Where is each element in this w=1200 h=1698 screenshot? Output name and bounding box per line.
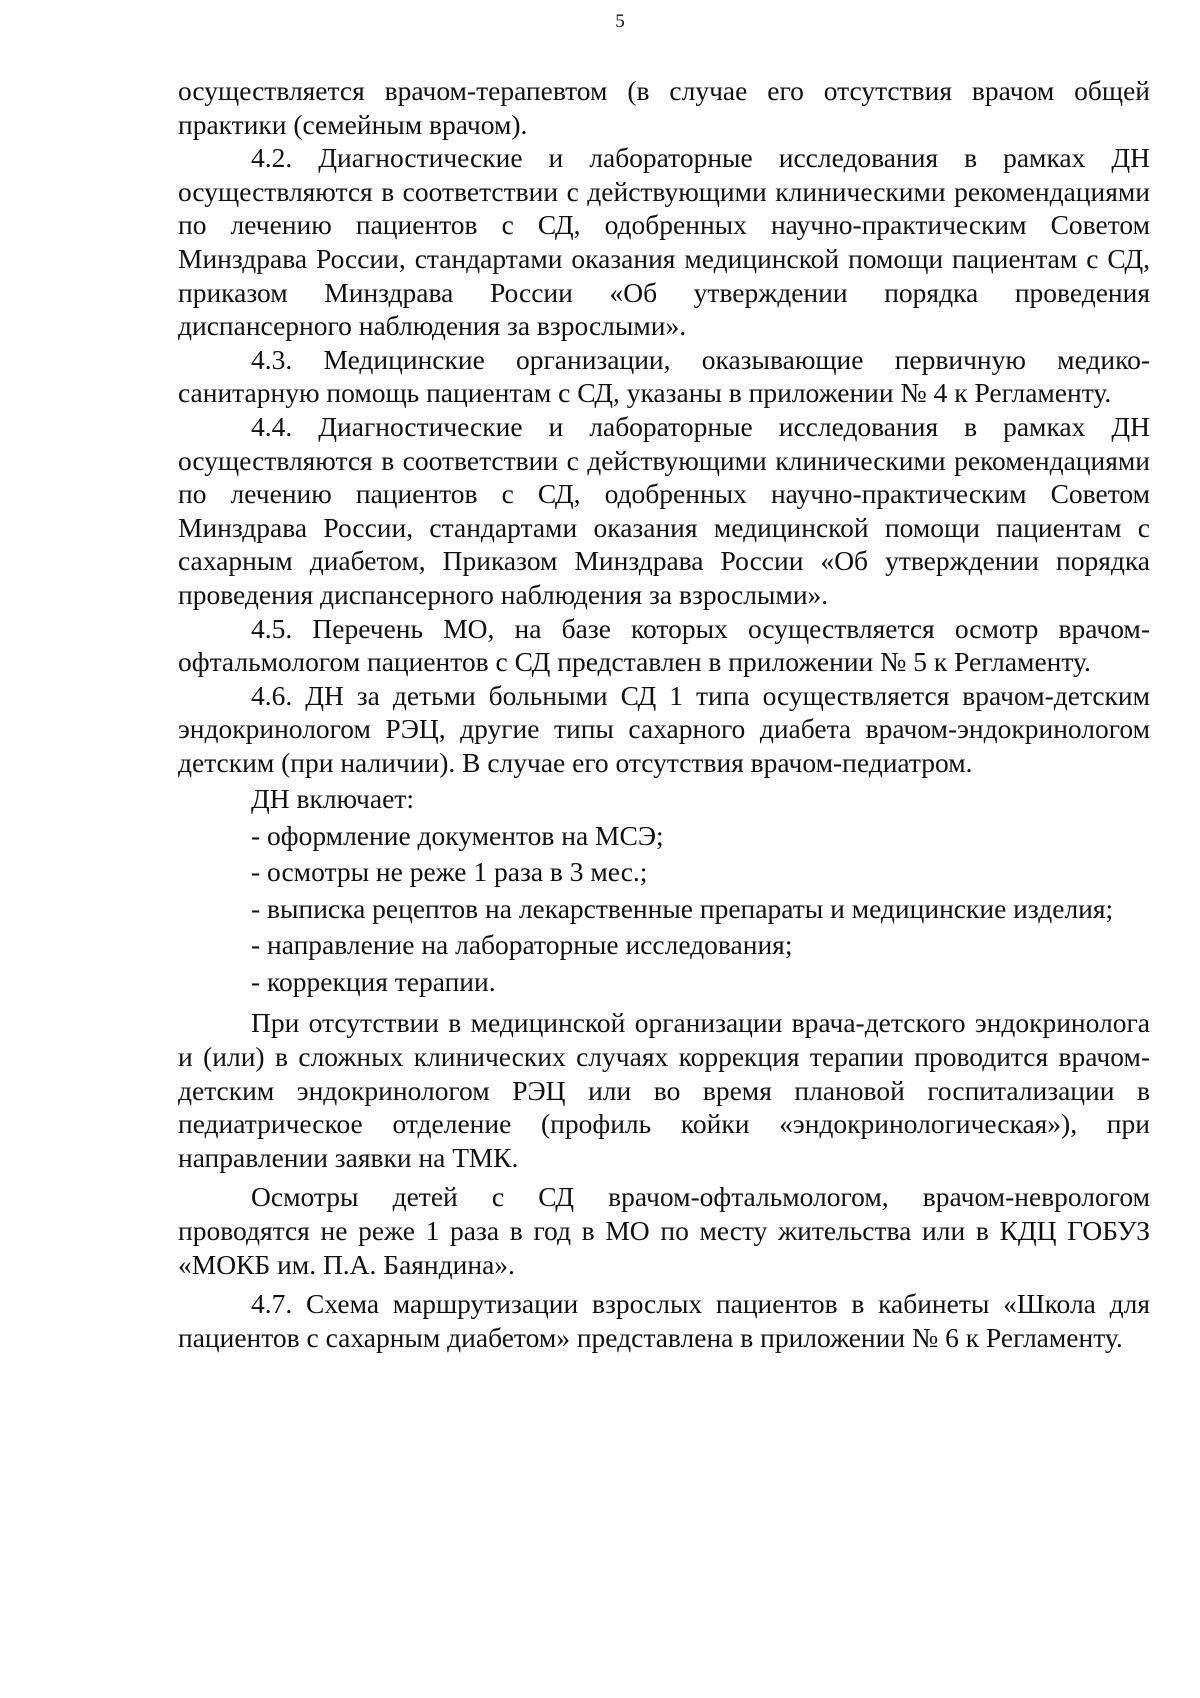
paragraph-4-7: 4.7. Схема маршрутизации взрослых пациентов в кабинеты «Школа для пациентов с сахарным диабетом» представлена в приложении № 6 к Регламенту. bbox=[178, 1288, 1150, 1353]
list-item: - коррекция терапии. bbox=[251, 965, 496, 997]
paragraph-exams: Осмотры детей с СД врачом-офтальмологом, врачом-неврологом проводятся не реже 1 раза в год в МО по месту жительства или в КДЦ ГОБУЗ «МОКБ им. П.А. Баяндина». bbox=[178, 1181, 1150, 1280]
list-item: - направление на лабораторные исследования; bbox=[251, 929, 793, 961]
paragraph-absence: При отсутствии в медицинской организации врача-детского эндокринолога и (или) в сложных клинических случаях коррекция терапии проводится врачом-детским эндокринологом РЭЦ или во время плановой госпитализации в педиатрическое отделение (профиль койки «эндокринологическая»), при направлении заявки на ТМК. bbox=[178, 1007, 1150, 1173]
paragraph-4-2: 4.2. Диагностические и лабораторные исследования в рамках ДН осуществляются в соответствии с действующими клиническими рекомендациями по лечению пациентов с СД, одобренных научно-практическим Советом Минздрава России, стандартами оказания медицинской помощи пациентам с СД, приказом Минздрава России «Об утверждении порядка проведения диспансерного наблюдения за взрослыми». bbox=[178, 142, 1150, 342]
paragraph-4-3: 4.3. Медицинские организации, оказывающие первичную медико-санитарную помощь пациентам с СД, указаны в приложении № 4 к Регламенту. bbox=[178, 343, 1150, 409]
list-item: - выписка рецептов на лекарственные препараты и медицинские изделия; bbox=[251, 892, 1114, 924]
list-item: - оформление документов на МСЭ; bbox=[251, 819, 664, 851]
list-item: - осмотры не реже 1 раза в 3 мес.; bbox=[251, 856, 648, 888]
dn-includes-heading: ДН включает: bbox=[251, 783, 414, 815]
paragraph-4-5: 4.5. Перечень МО, на базе которых осуществляется осмотр врачом-офтальмологом пациентов с СД представлен в приложении № 5 к Регламенту. bbox=[178, 612, 1150, 678]
dn-includes-list bbox=[178, 781, 1150, 1000]
paragraph-4-6: 4.6. ДН за детьми больными СД 1 типа осуществляется врачом-детским эндокринологом РЭЦ, другие типы сахарного диабета врачом-эндокринологом детским (при наличии). В случае его отсутствия врачом-педиатром. bbox=[178, 679, 1150, 778]
page-number: 5 bbox=[615, 11, 625, 32]
document-body bbox=[178, 74, 1150, 1354]
paragraph-4-4: 4.4. Диагностические и лабораторные исследования в рамках ДН осуществляются в соответствии с действующими клиническими рекомендациями по лечению пациентов с СД, одобренных научно-практическим Советом Минздрава России, стандартами оказания медицинской помощи пациентам с сахарным диабетом, Приказом Минздрава России «Об утверждении порядка проведения диспансерного наблюдения за взрослыми». bbox=[178, 410, 1150, 610]
paragraph-continuation: осуществляется врачом-терапевтом (в случае его отсутствия врачом общей практики (семейным врачом). bbox=[178, 75, 1150, 140]
